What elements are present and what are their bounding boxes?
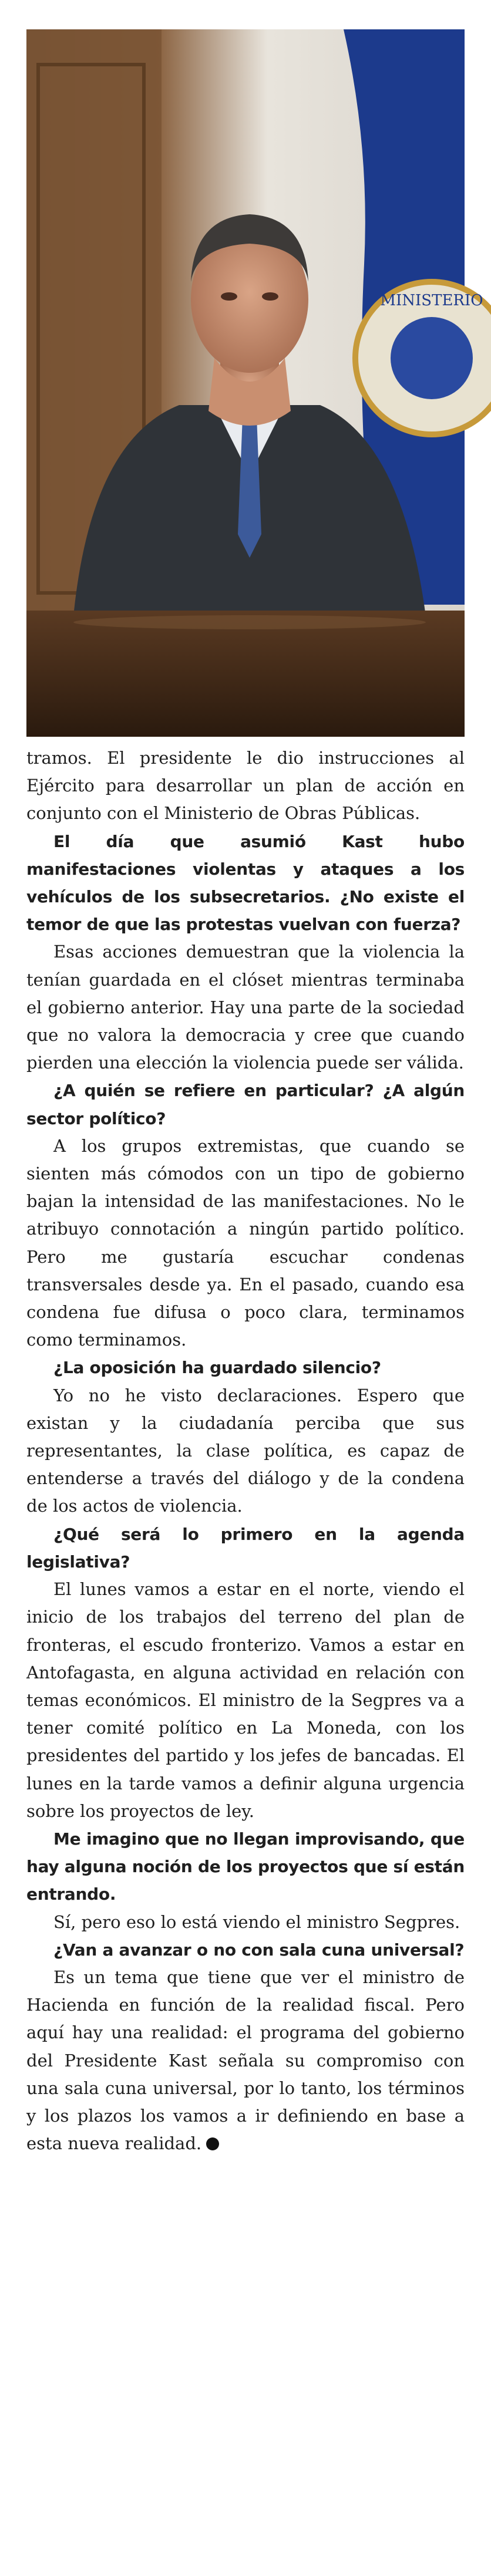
question-paragraph: ¿A quién se refiere en particular? ¿A algún sector político? [26, 1081, 465, 1128]
flag-text: MINISTERIO [380, 292, 483, 309]
question-paragraph: Me imagino que no llegan improvisando, que hay alguna noción de los proyectos que sí están entrando. [26, 1829, 465, 1904]
question-paragraph: ¿Qué será lo primero en la agenda legislativa? [26, 1524, 465, 1572]
end-of-article-icon [206, 2137, 219, 2150]
answer-paragraph: Yo no he visto declaraciones. Espero que existan y la ciudadanía perciba que sus representantes, la clase política, es capaz de entenderse a través del diálogo y de la condena de los actos de violencia. [26, 1385, 465, 1516]
answer-paragraph: Sí, pero eso lo está viendo el ministro Segpres. [53, 1911, 460, 1932]
question-paragraph: ¿La oposición ha guardado silencio? [53, 1358, 381, 1378]
answer-paragraph: A los grupos extremistas, que cuando se sienten más cómodos con un tipo de gobierno bajan la intensidad de las manifestaciones. No le atribuyo connotación a ningún partido político. Pero me gustaría escuchar condenas transversales desde ya. En el pasado, cuando esa condena fue difusa o poco clara, terminamos como terminamos. [26, 1135, 465, 1350]
answer-paragraph: Esas acciones demuestran que la violencia la tenían guardada en el clóset mientras terminaba el gobierno anterior. Hay una parte de la sociedad que no valora la democracia y cree que cuando pierden una elección la violencia puede ser válida. [26, 942, 465, 1073]
article-body [26, 744, 465, 2157]
answer-paragraph: tramos. El presidente le dio instrucciones al Ejército para desarrollar un plan de acción en conjunto con el Ministerio de Obras Públicas. [26, 748, 465, 824]
answer-paragraph: El lunes vamos a estar en el norte, viendo el inicio de los trabajos del terreno del plan de fronteras, el escudo fronterizo. Vamos a estar en Antofagasta, en alguna actividad en relación con temas económicos. El ministro de la Segpres va a tener comité político en La Moneda, con los presidentes del partido y los jefes de bancadas. El lunes en la tarde vamos a definir alguna urgencia sobre los proyectos de ley. [26, 1579, 465, 1821]
last-answer-text: Es un tema que tiene que ver el ministro de Hacienda en función de la realidad fiscal. Pero aquí hay una realidad: el programa del gobierno del Presidente Kast señala su compromiso con una sala cuna universal, por lo tanto, los términos y los plazos los vamos a ir definiendo en base a esta nueva realidad. [26, 1967, 465, 2154]
question-paragraph: ¿Van a avanzar o no con sala cuna universal? [53, 1940, 465, 1960]
answer-paragraph-last [26, 1964, 465, 2157]
portrait-illustration [26, 29, 483, 737]
portrait-photo [26, 29, 483, 737]
question-paragraph: El día que asumió Kast hubo manifestaciones violentas y ataques a los vehículos de los subsecretarios. ¿No existe el temor de que las protestas vuelvan con fuerza? [26, 831, 465, 935]
